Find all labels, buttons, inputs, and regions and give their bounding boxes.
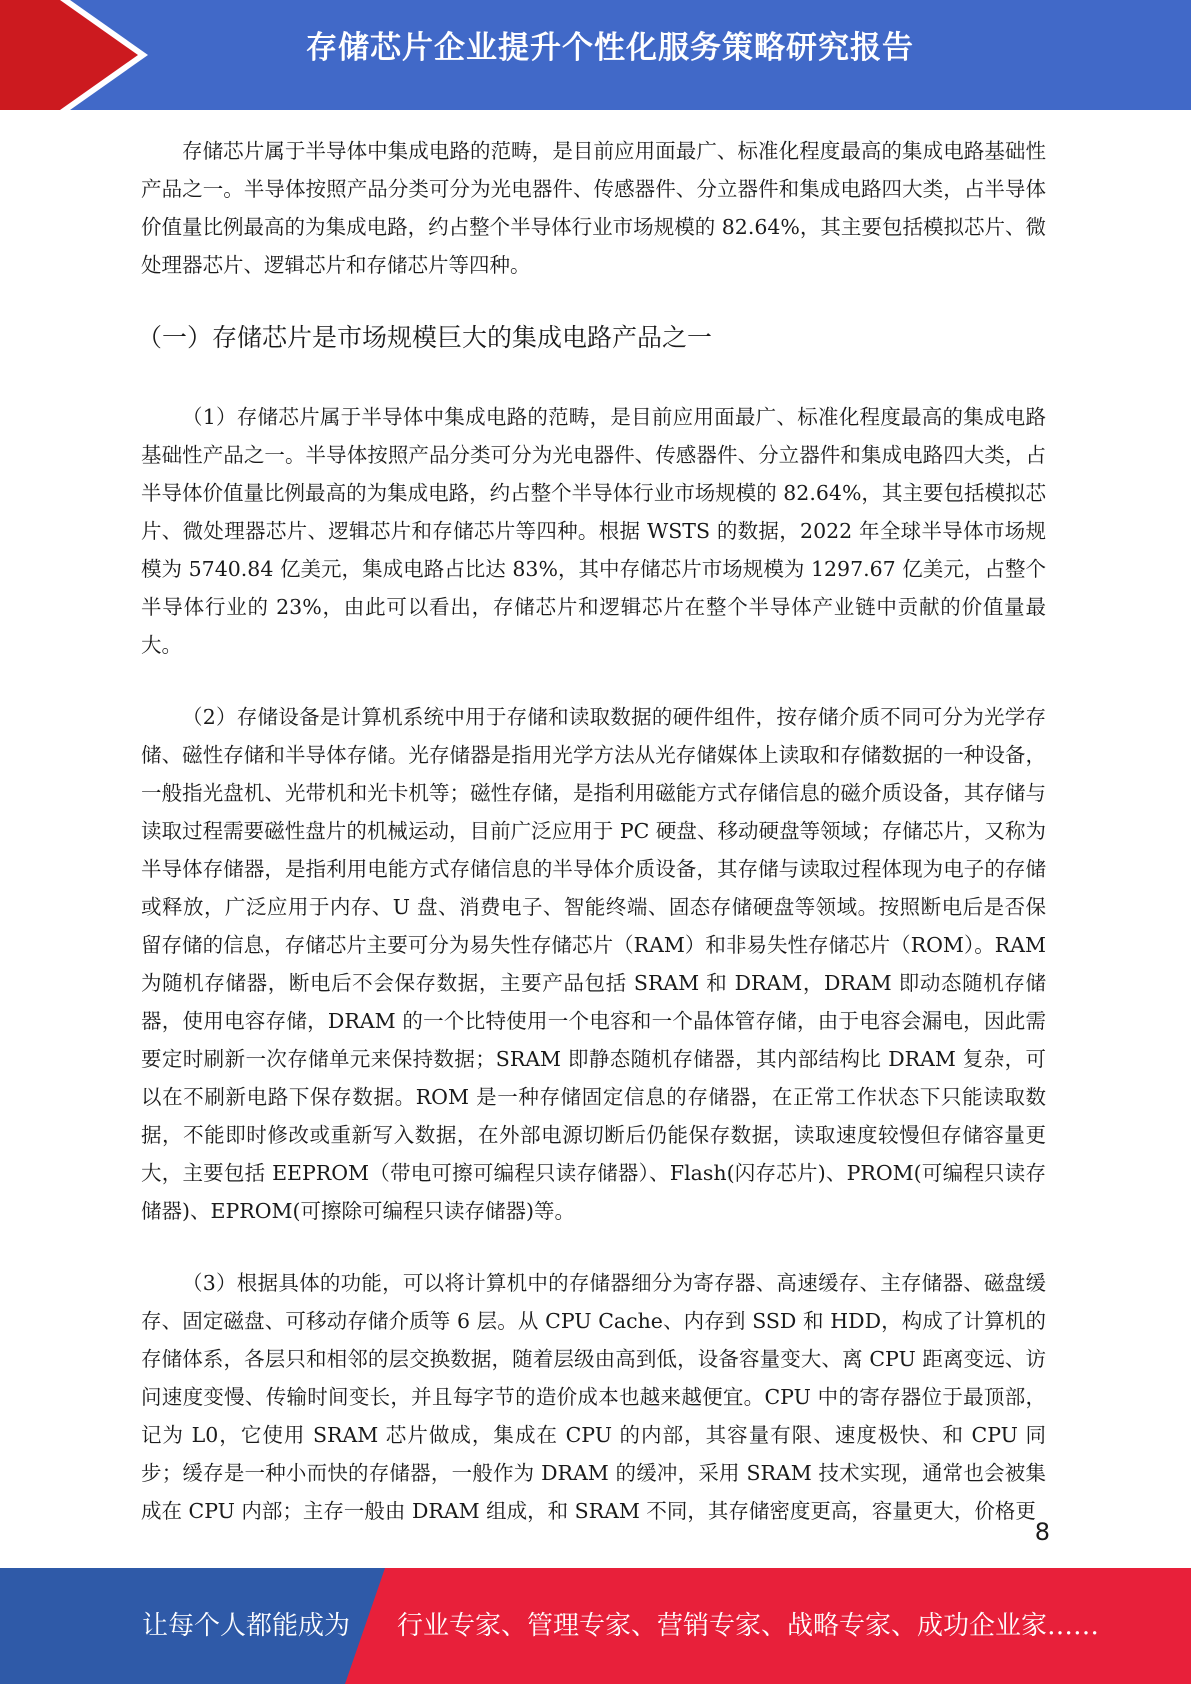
- main-content: [137, 132, 1046, 1564]
- intro-paragraph: 存储芯片属于半导体中集成电路的范畴，是目前应用面最广、标准化程度最高的集成电路基础性产品之一。半导体按照产品分类可分为光电器件、传感器件、分立器件和集成电路四大类，占半导体价值量比例最高的为集成电路，约占整个半导体行业市场规模的 82.64%，其主要包括模拟芯片、微处理器芯片、逻辑芯片和存储芯片等四种。: [141, 139, 1046, 277]
- section-paragraph-2: （2）存储设备是计算机系统中用于存储和读取数据的硬件组件，按存储介质不同可分为光学存储、磁性存储和半导体存储。光存储器是指用光学方法从光存储媒体上读取和存储数据的一种设备，一般指光盘机、光带机和光卡机等；磁性存储，是指利用磁能方式存储信息的磁介质设备，其存储与读取过程需要磁性盘片的机械运动，目前广泛应用于 PC 硬盘、移动硬盘等领域；存储芯片，又称为半导体存储器，是指利用电能方式存储信息的半导体介质设备，其存储与读取过程体现为电子的存储或释放，广泛应用于内存、U 盘、消费电子、智能终端、固态存储硬盘等领域。按照断电后是否保留存储的信息，存储芯片主要可分为易失性存储芯片（RAM）和非易失性存储芯片（ROM）。RAM 为随机存储器，断电后不会保存数据，主要产品包括 SRAM 和 DRAM，DRAM 即动态随机存储器，使用电容存储，DRAM 的一个比特使用一个电容和一个晶体管存储，由于电容会漏电，因此需要定时刷新一次存储单元来保持数据；SRAM 即静态随机存储器，其内部结构比 DRAM 复杂，可以在不刷新电路下保存数据。ROM 是一种存储固定信息的存储器，在正常工作状态下只能读取数据，不能即时修改或重新写入数据，在外部电源切断后仍能保存数据，读取速度较慢但存储容量更大，主要包括 EEPROM（带电可擦可编程只读存储器）、Flash(闪存芯片)、PROM(可编程只读存储器)、EPROM(可擦除可编程只读存储器)等。: [141, 705, 1046, 1223]
- report-title: 存储芯片企业提升个性化服务策略研究报告: [306, 30, 914, 66]
- page-footer: [0, 1568, 1191, 1684]
- section-paragraph-1: （1）存储芯片属于半导体中集成电路的范畴，是目前应用面最广、标准化程度最高的集成电路基础性产品之一。半导体按照产品分类可分为光电器件、传感器件、分立器件和集成电路四大类，占半导体价值量比例最高的为集成电路，约占整个半导体行业市场规模的 82.64%，其主要包括模拟芯片、微处理器芯片、逻辑芯片和存储芯片等四种。根据 WSTS 的数据，2022 年全球半导体市场规模为 5740.84 亿美元，集成电路占比达 83%，其中存储芯片市场规模为 1297.67 亿美元，占整个半导体行业的 23%，由此可以看出，存储芯片和逻辑芯片在整个半导体产业链中贡献的价值量最大。: [141, 405, 1046, 657]
- page-header: [0, 0, 1191, 110]
- footer-slogan-left: 让每个人都能成为: [142, 1611, 351, 1641]
- footer-slogan-right: 行业专家、管理专家、营销专家、战略专家、成功企业家……: [397, 1611, 1100, 1641]
- page-number: 8: [1034, 1518, 1050, 1546]
- section-paragraph-3: （3）根据具体的功能，可以将计算机中的存储器细分为寄存器、高速缓存、主存储器、磁盘缓存、固定磁盘、可移动存储介质等 6 层。从 CPU Cache、内存到 SSD 和 HDD，构成了计算机的存储体系，各层只和相邻的层交换数据，随着层级由高到低，设备容量变大、离 CPU 距离变远、访问速度变慢、传输时间变长，并且每字节的造价成本也越来越便宜。CPU 中的寄存器位于最顶部，记为 L0，它使用 SRAM 芯片做成，集成在 CPU 的内部，其容量有限、速度极快、和 CPU 同步；缓存是一种小而快的存储器，一般作为 DRAM 的缓冲，采用 SRAM 技术实现，通常也会被集成在 CPU 内部；主存一般由 DRAM 组成，和 SRAM 不同，其存储密度更高，容量更大，价格更: [141, 1271, 1046, 1523]
- section-heading: （一）存储芯片是市场规模巨大的集成电路产品之一: [137, 323, 713, 352]
